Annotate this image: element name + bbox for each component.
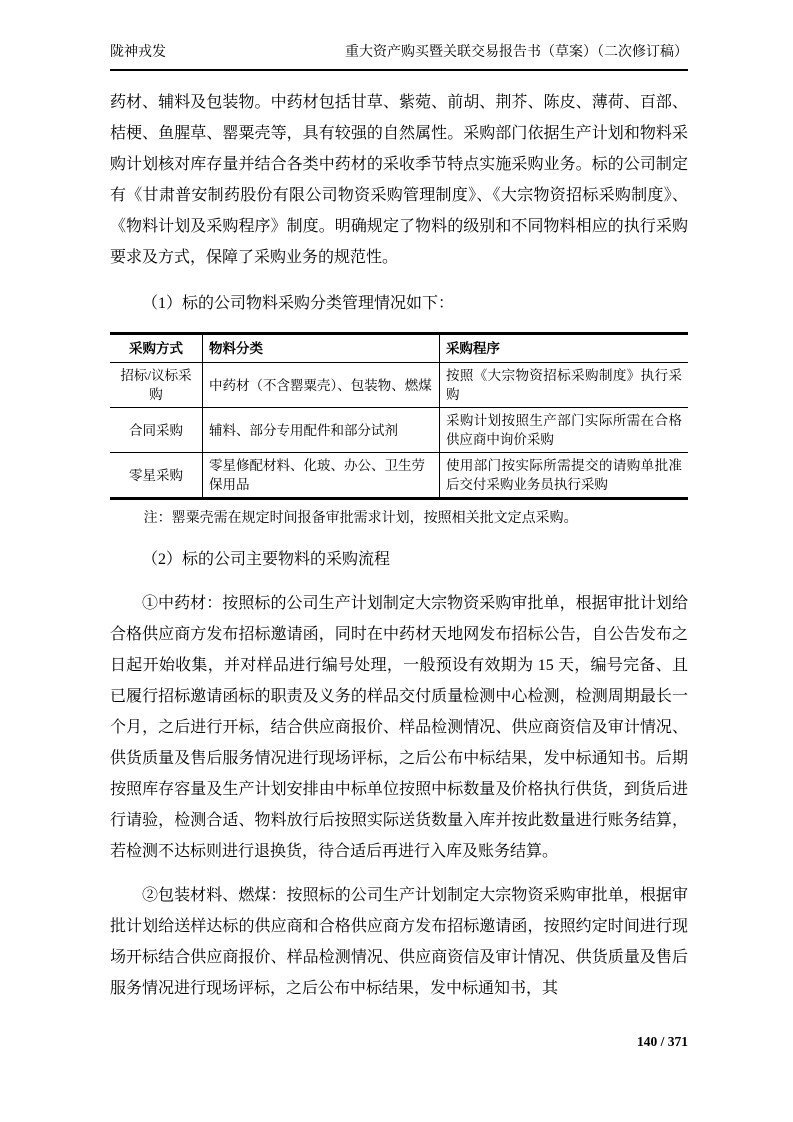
table-row — [110, 408, 688, 453]
table-row — [110, 363, 688, 408]
table-header-procedure: 采购程序 — [439, 334, 688, 363]
table-cell-category: 辅料、部分专用配件和部分试剂 — [202, 408, 439, 453]
table-header-category: 物料分类 — [202, 334, 439, 363]
table-cell-method: 合同采购 — [110, 408, 202, 453]
table-footnote: 注：罂粟壳需在规定时间报备审批需求计划，按照相关批文定点采购。 — [143, 511, 578, 526]
paragraph-herb-procurement: ①中药材：按照标的公司生产计划制定大宗物资采购审批单，根据审批计划给合格供应商方发布招标邀请函，同时在中药材天地网发布招标公告，自公告发布之日起开始收集，并对样品进行编号处理，一般预设有效期为 15 天，编号完备、且已履行招标邀请函标的职责及义务的样品交付质量检测中心检测，检测周期最长一个月，之后进行开标，结合供应商报价、样品检测情况、供应商资信及审计情况、供货质量及售后服务情况进行现场评标，之后公布中标结果，发中标通知书。后期按照库存容量及生产计划安排由中标单位按照中标数量及价格执行供货，到货后进行请验，检测合适、物料放行后按照实际送货数量入库并按此数量进行账务结算，若检测不达标则进行退换货，待合适后再进行入库及账务结算。 — [110, 595, 688, 860]
table-row — [110, 453, 688, 499]
page-header — [110, 44, 688, 71]
paragraph-intro: 药材、辅料及包装物。中药材包括甘草、紫菀、前胡、荆芥、陈皮、薄荷、百部、桔梗、鱼腥草、罂粟壳等，具有较强的自然属性。采购部门依据生产计划和物料采购计划核对库存量并结合各类中药材的采收季节特点实施采购业务。标的公司制定有《甘肃普安制药股份有限公司物资采购管理制度》、《大宗物资招标采购制度》、《物料计划及采购程序》制度。明确规定了物料的级别和不同物料相应的执行采购要求及方式，保障了采购业务的规范性。 — [110, 94, 688, 266]
table-body — [110, 363, 688, 499]
table-cell-method: 零星采购 — [110, 453, 202, 499]
header-report-title: 重大资产购买暨关联交易报告书（草案）（二次修订稿） — [345, 45, 688, 60]
table-cell-procedure: 采购计划按照生产部门实际所需在合格供应商中询价采购 — [439, 408, 688, 453]
table-cell-procedure: 按照《大宗物资招标采购制度》执行采购 — [439, 363, 688, 408]
table-cell-method: 招标/议标采购 — [110, 363, 202, 408]
procurement-classification-table — [110, 332, 688, 500]
page-content — [110, 87, 688, 1004]
section-heading-1: （1）标的公司物料采购分类管理情况如下： — [142, 295, 455, 312]
table-cell-category: 零星修配材料、化玻、办公、卫生劳保用品 — [202, 453, 439, 499]
table-header-row — [110, 334, 688, 363]
table-head — [110, 334, 688, 363]
header-company-name: 陇神戎发 — [110, 45, 166, 60]
page-number: 140 / 371 — [636, 1034, 688, 1049]
paragraph-packing-procurement: ②包装材料、燃煤：按照标的公司生产计划制定大宗物资采购审批单，根据审批计划给送样达标的供应商和合格供应商方发布招标邀请函，按照约定时间进行现场开标结合供应商报价、样品检测情况、供应商资信及审计情况、供货质量及售后服务情况进行现场评标，之后公布中标结果，发中标通知书，其 — [110, 887, 688, 997]
table-cell-category: 中药材（不含罂粟壳）、包装物、燃煤 — [202, 363, 439, 408]
section-heading-2: （2）标的公司主要物料的采购流程 — [142, 551, 391, 568]
table-cell-procedure: 使用部门按实际所需提交的请购单批准后交付采购业务员执行采购 — [439, 453, 688, 499]
table-header-method: 采购方式 — [110, 334, 202, 363]
